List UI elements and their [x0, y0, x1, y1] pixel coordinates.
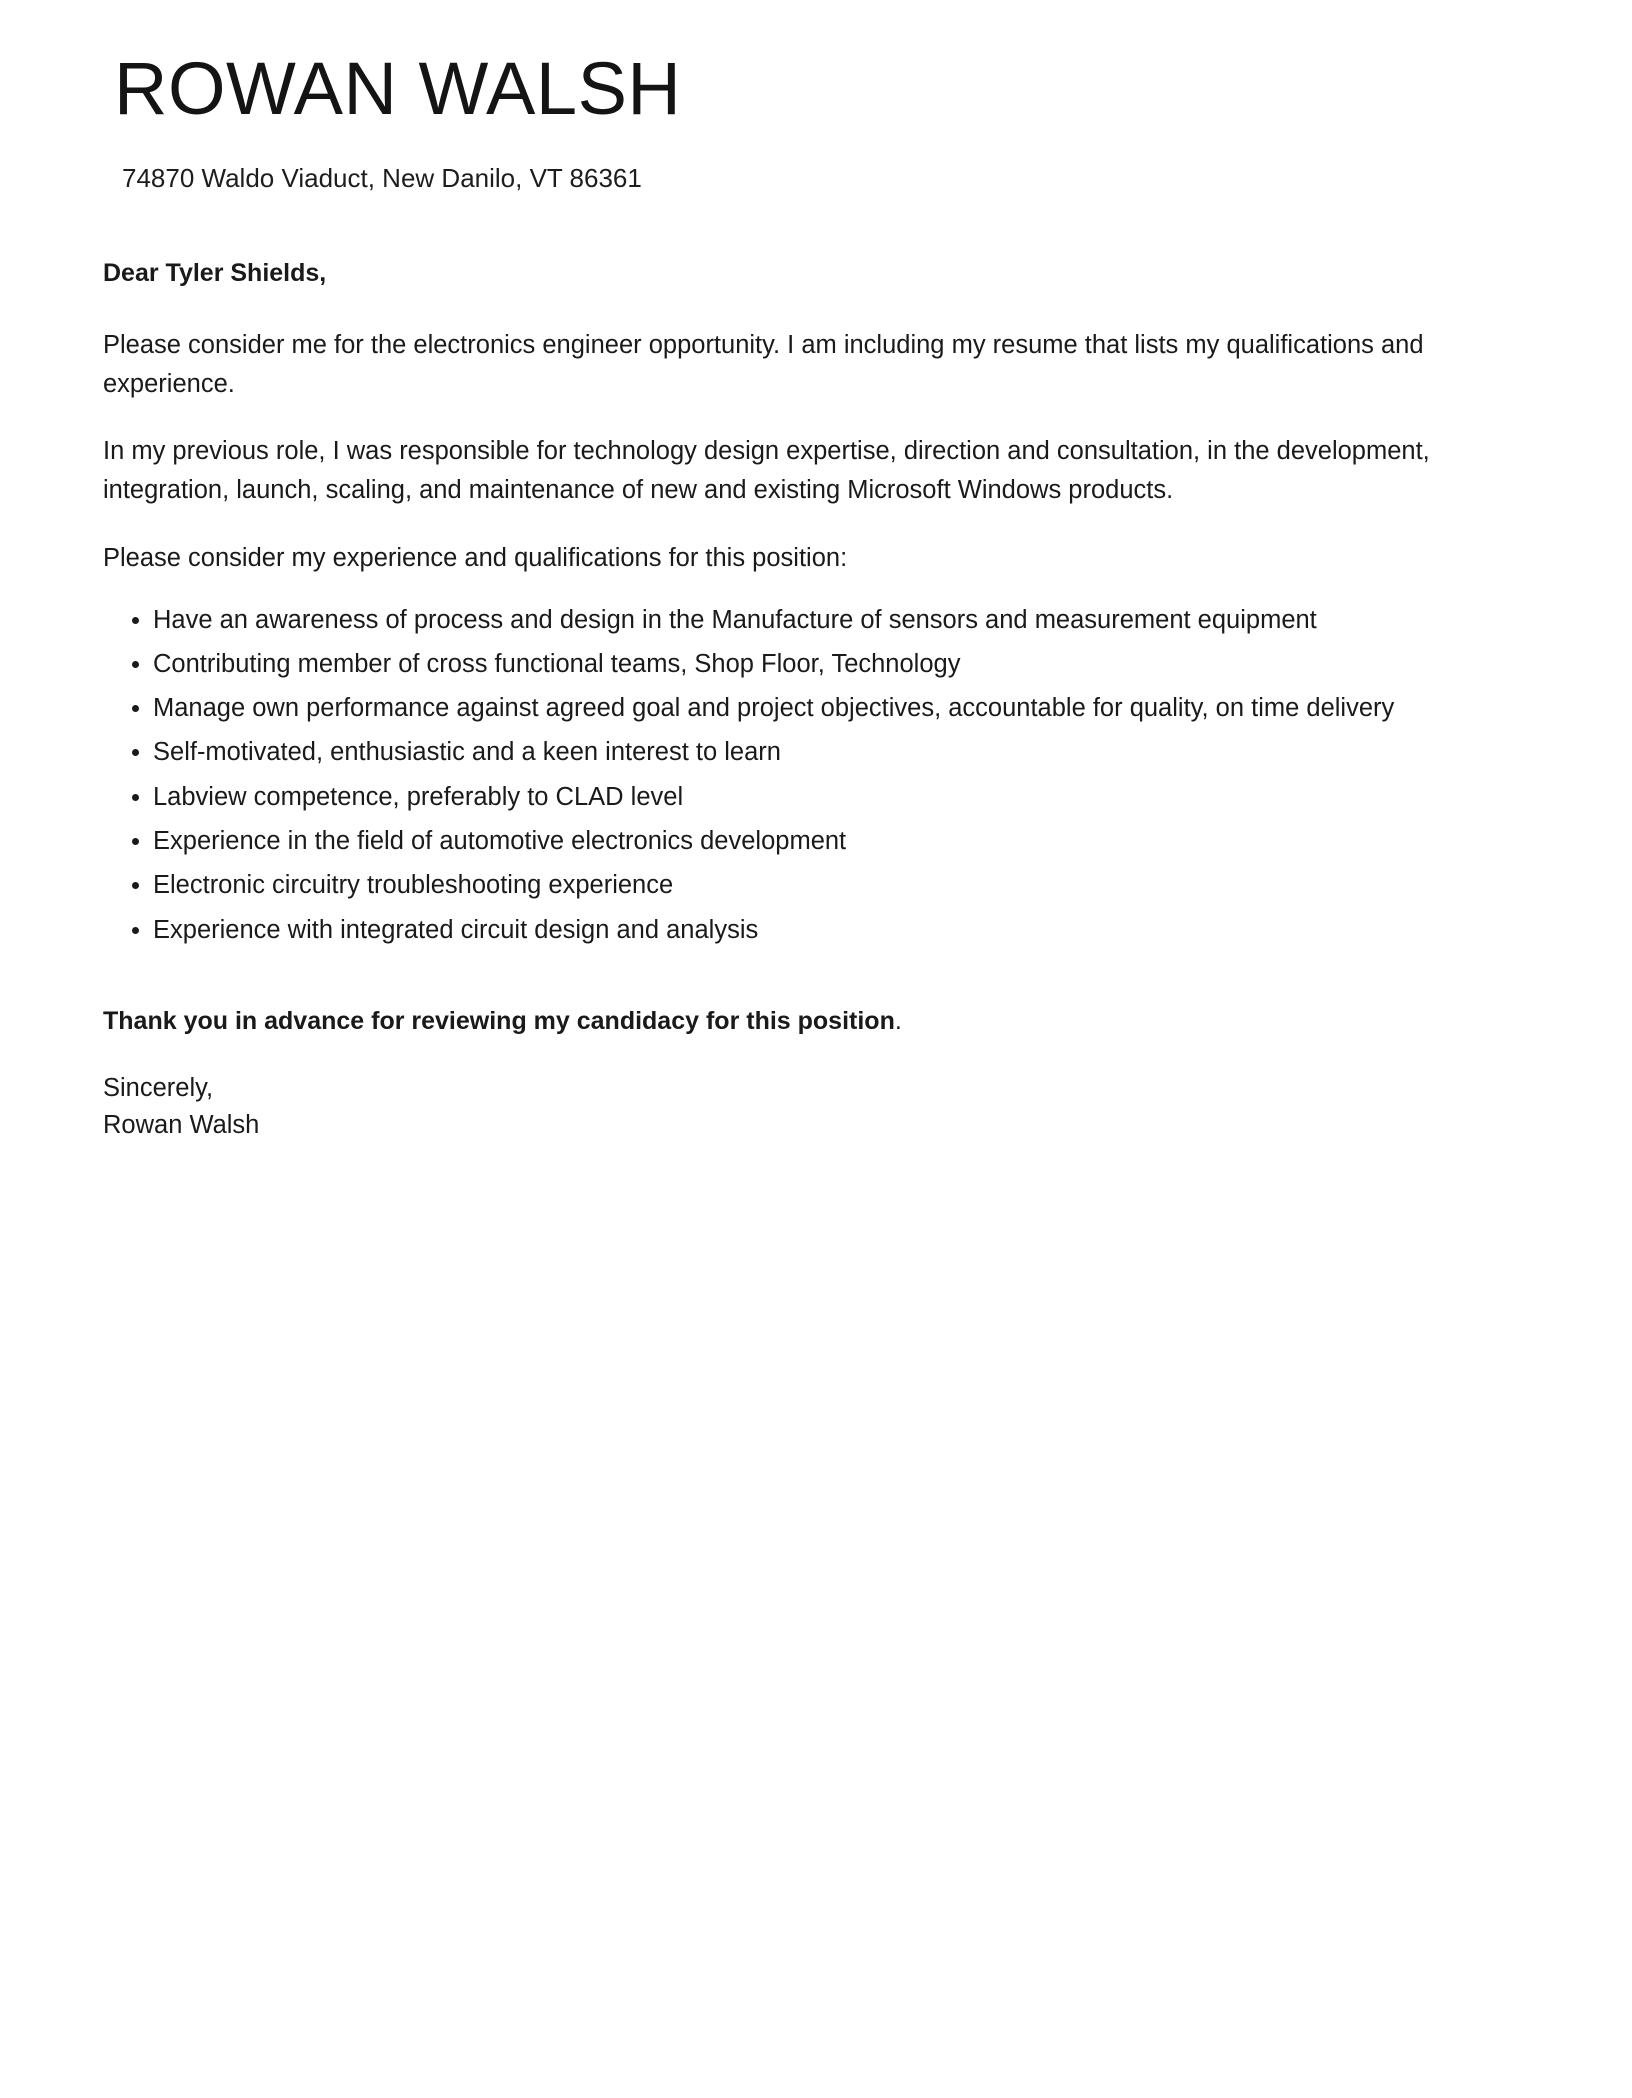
body-paragraph-2: In my previous role, I was responsible for technology design expertise, direction and consultation, in the development, integration, launch, scaling, and maintenance of new and existing Microsoft Windows products. — [103, 437, 1430, 505]
list-item-text: Have an awareness of process and design in the Manufacture of sensors and measurement equipment — [153, 605, 1317, 634]
list-item-text: Experience with integrated circuit design and analysis — [153, 915, 759, 944]
list-item — [103, 600, 1453, 640]
applicant-address: 74870 Waldo Viaduct, New Danilo, VT 86361 — [122, 163, 642, 193]
letter-content — [103, 0, 1453, 1144]
list-item — [103, 688, 1453, 728]
letterhead — [103, 0, 1453, 196]
salutation: Dear Tyler Shields, — [103, 258, 327, 287]
list-item — [103, 865, 1453, 905]
closing-statement-period: . — [894, 1006, 902, 1035]
qualifications-intro: Please consider my experience and qualifications for this position: — [103, 543, 848, 572]
list-item-text: Experience in the field of automotive electronics development — [153, 826, 847, 855]
list-item — [103, 644, 1453, 684]
closing-statement-text: Thank you in advance for reviewing my candidacy for this position — [103, 1006, 895, 1035]
list-item — [103, 777, 1453, 817]
letter-body — [103, 254, 1453, 1144]
signoff-name: Rowan Walsh — [103, 1110, 260, 1139]
list-item-text: Electronic circuitry troubleshooting experience — [153, 871, 674, 900]
list-item-text: Self-motivated, enthusiastic and a keen interest to learn — [153, 738, 781, 767]
list-item — [103, 821, 1453, 861]
qualifications-list — [103, 600, 1453, 950]
body-paragraph-1: Please consider me for the electronics engineer opportunity. I am including my resume that lists my qualifications and experience. — [103, 330, 1424, 398]
page-title: ROWAN WALSH — [114, 47, 682, 130]
list-item-text: Contributing member of cross functional teams, Shop Floor, Technology — [153, 649, 961, 678]
list-item-text: Labview competence, preferably to CLAD level — [153, 782, 684, 811]
signoff-block — [103, 1070, 1453, 1144]
list-item — [103, 910, 1453, 950]
closing-statement — [103, 1002, 1453, 1040]
list-item-text: Manage own performance against agreed goal and project objectives, accountable for quality, on time delivery — [153, 694, 1395, 723]
list-item — [103, 732, 1453, 772]
signoff-valediction: Sincerely, — [103, 1073, 214, 1102]
